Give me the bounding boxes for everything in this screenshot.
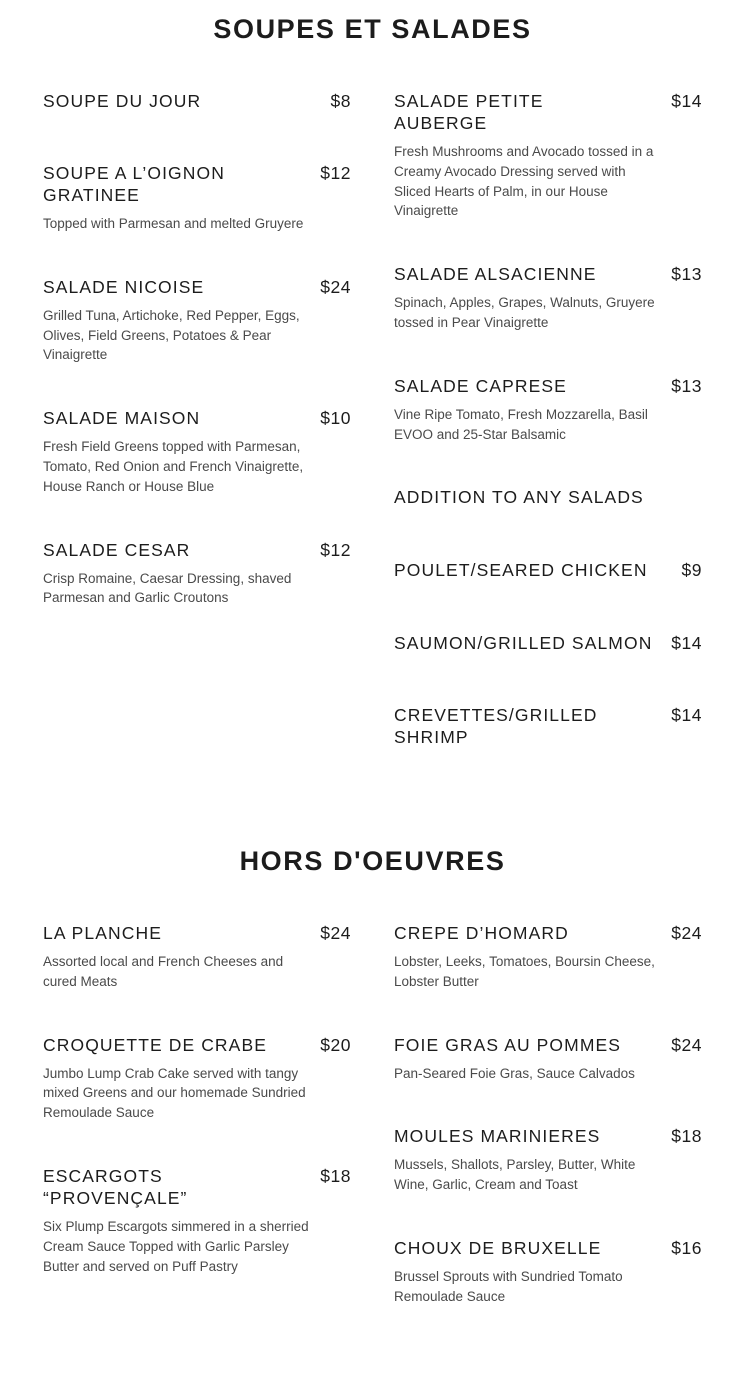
item-name: FOIE GRAS AU POMMES: [394, 1034, 622, 1055]
item-description: Topped with Parmesan and melted Gruyere: [43, 216, 304, 231]
menu-item: [43, 276, 351, 365]
item-name: SOUPE DU JOUR: [43, 91, 202, 111]
menu-item: [43, 539, 351, 609]
menu-item: [43, 1034, 351, 1123]
item-description: Mussels, Shallots, Parsley, Butter, White Wine, Garlic, Cream and Toast: [394, 1157, 636, 1193]
menu-item: [394, 1034, 702, 1084]
item-price: $8: [330, 91, 351, 111]
menu-column-left: [43, 922, 351, 1307]
menu-item: [43, 922, 351, 992]
menu-item: [43, 1165, 351, 1276]
item-description: Six Plump Escargots simmered in a sherried Cream Sauce Topped with Garlic Parsley Butter and served on Puff Pastry: [43, 1218, 309, 1274]
item-description: Assorted local and French Cheeses and cured Meats: [43, 954, 284, 989]
item-price: $24: [671, 1034, 702, 1055]
item-price: $16: [671, 1237, 702, 1258]
menu-item: [394, 1237, 702, 1307]
item-description: Vine Ripe Tomato, Fresh Mozzarella, Basil EVOO and 25-Star Balsamic: [394, 406, 648, 442]
item-name: SALADE ALSACIENNE: [394, 264, 597, 285]
item-name: SALADE MAISON: [43, 408, 201, 429]
item-name: SALADE NICOISE: [43, 276, 205, 297]
menu-item: [394, 90, 702, 221]
item-description: Grilled Tuna, Artichoke, Red Pepper, Eggs, Olives, Field Greens, Potatoes & Pear Vinaigrette: [43, 307, 300, 363]
item-price: $13: [671, 375, 702, 396]
item-price: $18: [320, 1165, 351, 1186]
item-description: Crisp Romaine, Caesar Dressing, shaved Parmesan and Garlic Croutons: [43, 570, 292, 606]
item-price: $14: [671, 91, 702, 111]
item-description: Fresh Mushrooms and Avocado tossed in a Creamy Avocado Dressing served with Sliced Hearts of Palm, in our House Vinaigrette: [394, 144, 654, 219]
item-price: $10: [320, 408, 351, 429]
item-description: Fresh Field Greens topped with Parmesan, Tomato, Red Onion and French Vinaigrette, House Ranch or House Blue: [43, 439, 304, 494]
item-description: Pan-Seared Foie Gras, Sauce Calvados: [394, 1065, 635, 1081]
menu-item: [43, 407, 351, 496]
menu-item: [394, 704, 702, 748]
item-price: $24: [671, 923, 702, 943]
menu-item: [394, 263, 702, 333]
item-name: CREPE D’HOMARD: [394, 923, 569, 943]
item-description: Jumbo Lump Crab Cake served with tangy mixed Greens and our homemade Sundried Remoulade Sauce: [43, 1065, 306, 1121]
section-title: SOUPES ET SALADES: [213, 14, 532, 44]
menu-item: [43, 162, 351, 234]
item-description: Spinach, Apples, Grapes, Walnuts, Gruyere tossed in Pear Vinaigrette: [394, 295, 655, 330]
item-price: $24: [320, 276, 351, 297]
item-price: $12: [320, 163, 351, 183]
menu-column-right: [394, 922, 702, 1307]
hors-doeuvres-section: [0, 830, 745, 1375]
item-name: MOULES MARINIERES: [394, 1126, 601, 1147]
item-price: $24: [320, 923, 351, 943]
item-name: SALADE PETITE AUBERGE: [394, 91, 544, 133]
item-price: $14: [671, 633, 702, 654]
item-name: CREVETTES/GRILLED SHRIMP: [394, 705, 598, 748]
menu-item: [394, 632, 702, 654]
menu-item-heading: [394, 486, 702, 508]
item-name: LA PLANCHE: [43, 923, 162, 943]
item-name: SALADE CAPRESE: [394, 375, 567, 396]
item-name: ESCARGOTS “PROVENÇALE”: [43, 1165, 188, 1208]
item-name: CROQUETTE DE CRABE: [43, 1034, 267, 1055]
item-name: POULET/SEARED CHICKEN: [394, 560, 648, 581]
section-title: HORS D'OEUVRES: [239, 846, 506, 876]
menu-item: [394, 1125, 702, 1195]
item-name: SOUPE A L’OIGNON GRATINEE: [43, 163, 225, 205]
menu-column-left: [43, 90, 351, 748]
item-price: $12: [320, 539, 351, 560]
menu-column-right: [394, 90, 702, 748]
menu-item: [43, 90, 351, 112]
item-price: $18: [671, 1126, 702, 1147]
item-name: SALADE CESAR: [43, 539, 191, 560]
item-price: $9: [681, 560, 702, 581]
item-name: ADDITION TO ANY SALADS: [394, 487, 644, 508]
item-name: SAUMON/GRILLED SALMON: [394, 633, 653, 654]
item-price: $20: [320, 1034, 351, 1055]
menu-item: [394, 375, 702, 445]
item-description: Lobster, Leeks, Tomatoes, Boursin Cheese, Lobster Butter: [394, 954, 655, 989]
menu-item: [394, 559, 702, 581]
item-description: Brussel Sprouts with Sundried Tomato Remoulade Sauce: [394, 1268, 623, 1304]
menu-item: [394, 922, 702, 992]
item-name: CHOUX DE BRUXELLE: [394, 1237, 602, 1258]
item-price: $13: [671, 264, 702, 285]
item-price: $14: [671, 705, 702, 726]
